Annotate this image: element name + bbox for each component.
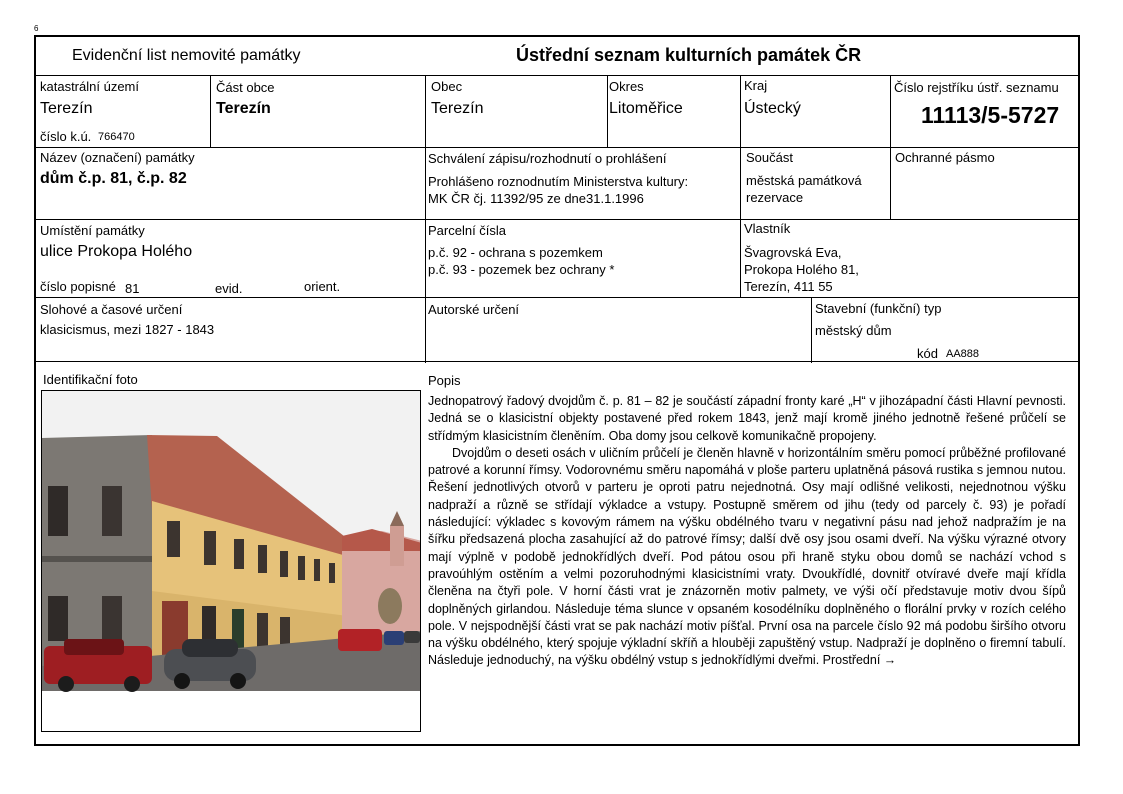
umisteni-value: ulice Prokopa Holého bbox=[40, 243, 193, 260]
soucast-label: Součást bbox=[746, 150, 793, 165]
vlastnik-label: Vlastník bbox=[744, 221, 791, 236]
ochranne-pasmo-label: Ochranné pásmo bbox=[895, 150, 995, 165]
autorske-label: Autorské určení bbox=[428, 302, 520, 317]
identification-photo bbox=[41, 390, 421, 732]
slohove-value: klasicismus, mezi 1827 - 1843 bbox=[40, 322, 215, 337]
rule-row3 bbox=[36, 297, 1078, 298]
obec-label: Obec bbox=[431, 79, 463, 94]
rejstrik-label: Číslo rejstříku ústř. seznamu bbox=[894, 80, 1059, 95]
kraj-value: Ústecký bbox=[744, 100, 801, 117]
okres-label: Okres bbox=[609, 79, 644, 94]
katastralni-uzemi-value: Terezín bbox=[40, 100, 93, 117]
parcelni-cisla-label: Parcelní čísla bbox=[428, 223, 507, 238]
page-number: 6 bbox=[34, 24, 39, 33]
orient-label: orient. bbox=[304, 279, 341, 294]
cislo-ku-value: 766470 bbox=[98, 131, 135, 143]
stavebni-typ-label: Stavební (funkční) typ bbox=[815, 301, 942, 316]
col-divider-okres bbox=[607, 75, 608, 147]
rule-row1 bbox=[36, 147, 1078, 148]
kod-value: AA888 bbox=[946, 348, 980, 360]
stavebni-typ-value: městský dům bbox=[815, 323, 892, 338]
schvaleni-line1: Prohlášeno roznodnutím Ministerstva kultury: bbox=[428, 174, 689, 189]
evid-label: evid. bbox=[215, 281, 243, 296]
nazev-pamatky-value: dům č.p. 81, č.p. 82 bbox=[40, 170, 187, 187]
identifikacni-foto-label: Identifikační foto bbox=[43, 372, 138, 387]
katastralni-uzemi-label: katastrální území bbox=[40, 79, 139, 94]
schvaleni-label: Schválení zápisu/rozhodnutí o prohlášení bbox=[428, 151, 667, 166]
rejstrik-number-main: 11113 bbox=[921, 102, 982, 128]
soucast-line2: rezervace bbox=[746, 190, 804, 205]
form-left-title: Evidenční list nemovité památky bbox=[72, 47, 301, 64]
col-divider-main bbox=[425, 75, 426, 363]
nazev-pamatky-label: Název (označení) památky bbox=[40, 150, 195, 165]
form-main-title: Ústřední seznam kulturních památek ČR bbox=[516, 45, 862, 65]
popis-label: Popis bbox=[428, 373, 461, 388]
vlastnik-line1: Švagrovská Eva, bbox=[744, 245, 842, 260]
kod-label: kód bbox=[917, 346, 938, 361]
popis-text bbox=[428, 393, 1066, 670]
cislo-ku-label: číslo k.ú. bbox=[40, 129, 92, 144]
soucast-line1: městská památková bbox=[746, 173, 862, 188]
popis-paragraph-1: Jednopatrový řadový dvojdům č. p. 81 – 82 je součástí západní fronty karé „H“ v jihozápadní části Hlavní pevnosti. Jedná se o klasicistní objekty postavené před rokem 1843, jenž mají kromě jiného jednotně řešené průčelí se střídmým klasicistním členěním. Oba domy jsou celkově komunikačně propojeny. bbox=[428, 394, 1066, 443]
col-divider-stavebni bbox=[811, 297, 812, 363]
vlastnik-line3: Terezín, 411 55 bbox=[744, 279, 833, 294]
col-divider-kraj bbox=[740, 75, 741, 297]
cislo-popisne-value: 81 bbox=[125, 281, 140, 296]
kraj-label: Kraj bbox=[744, 78, 768, 93]
rule-row4 bbox=[36, 361, 1078, 362]
obec-value: Terezín bbox=[431, 100, 484, 117]
rejstrik-number bbox=[921, 102, 1059, 129]
schvaleni-line2: MK ČR čj. 11392/95 ze dne31.1.1996 bbox=[428, 191, 644, 206]
rule-row2 bbox=[36, 219, 1078, 220]
rule-header bbox=[36, 75, 1078, 76]
slohove-label: Slohové a časové určení bbox=[40, 302, 183, 317]
cast-obce-label: Část obce bbox=[216, 80, 275, 95]
vlastnik-line2: Prokopa Holého 81, bbox=[744, 262, 859, 277]
col-divider-cast bbox=[210, 75, 211, 147]
popis-paragraph-2: Dvojdům o deseti osách v uličním průčelí je členěn hlavně v horizontálním směru pomocí průběžné profilované patrové a korunní římsy. Vodorovnému směru napomáhá v ploše parteru uplatněná pásová rustika s jemnou nutou. Řešení jednotlivých otvorů v parteru je oproti patru nejednotná. Osy mají odlišné velikosti, nejednotnou výšku nadpraží a různě se střídají výkladce a vstupy. Postupně směrem od jihu (tedy od parcely č. 93) je pořadí následující: výkladec s kovovým rámem na výšku obdélného tvaru v negativní pásu nad jehož nadpražím je na šířku předsazená plocha zasahující až do patrové římsy; další dvě osy jsou osami dveří. Na výšku výrazné otvory mají výplně v podobě jednokřídlých dveří. Pod pátou osou při hraně styku obou domů se nachází vchod s pravoúhlým ostěním a velmi pozoruhodnými klasicistními vraty. Dvoukřídlé, dovnitř otvíravé dveře mají křídla členěna na čtyři pole. V horní části vrat je znázorněn motiv palmety, ve výši očí představuje motiv dvou šípů doplněných girlandou. Následuje téma slunce v opsaném kosodélníku doplněného o florální prvky v rozích celého pole. V nejspodnější části vrat se pak nachází motiv píšťal. První osa na parcele číslo 92 má podobu širšího otvoru na výšku obdélného, který spojuje výkladní skříň a hlouběji zapuštěný vstup. Nadpraží je doplněno o firemní tabulí. Následuje jednoduchý, na výšku obdélný vstup s jednokřídlými dveřmi. Prostřední → bbox=[428, 445, 1066, 668]
cislo-popisne-label: číslo popisné bbox=[40, 279, 116, 294]
parcelni-line2: p.č. 93 - pozemek bez ochrany * bbox=[428, 262, 615, 277]
col-divider-rejstrik bbox=[890, 75, 891, 219]
okres-value: Litoměřice bbox=[609, 100, 683, 117]
cast-obce-value: Terezín bbox=[216, 100, 271, 117]
parcelni-line1: p.č. 92 - ochrana s pozemkem bbox=[428, 245, 603, 260]
rejstrik-number-suffix: /5-5727 bbox=[981, 102, 1060, 128]
umisteni-label: Umístění památky bbox=[40, 223, 145, 238]
